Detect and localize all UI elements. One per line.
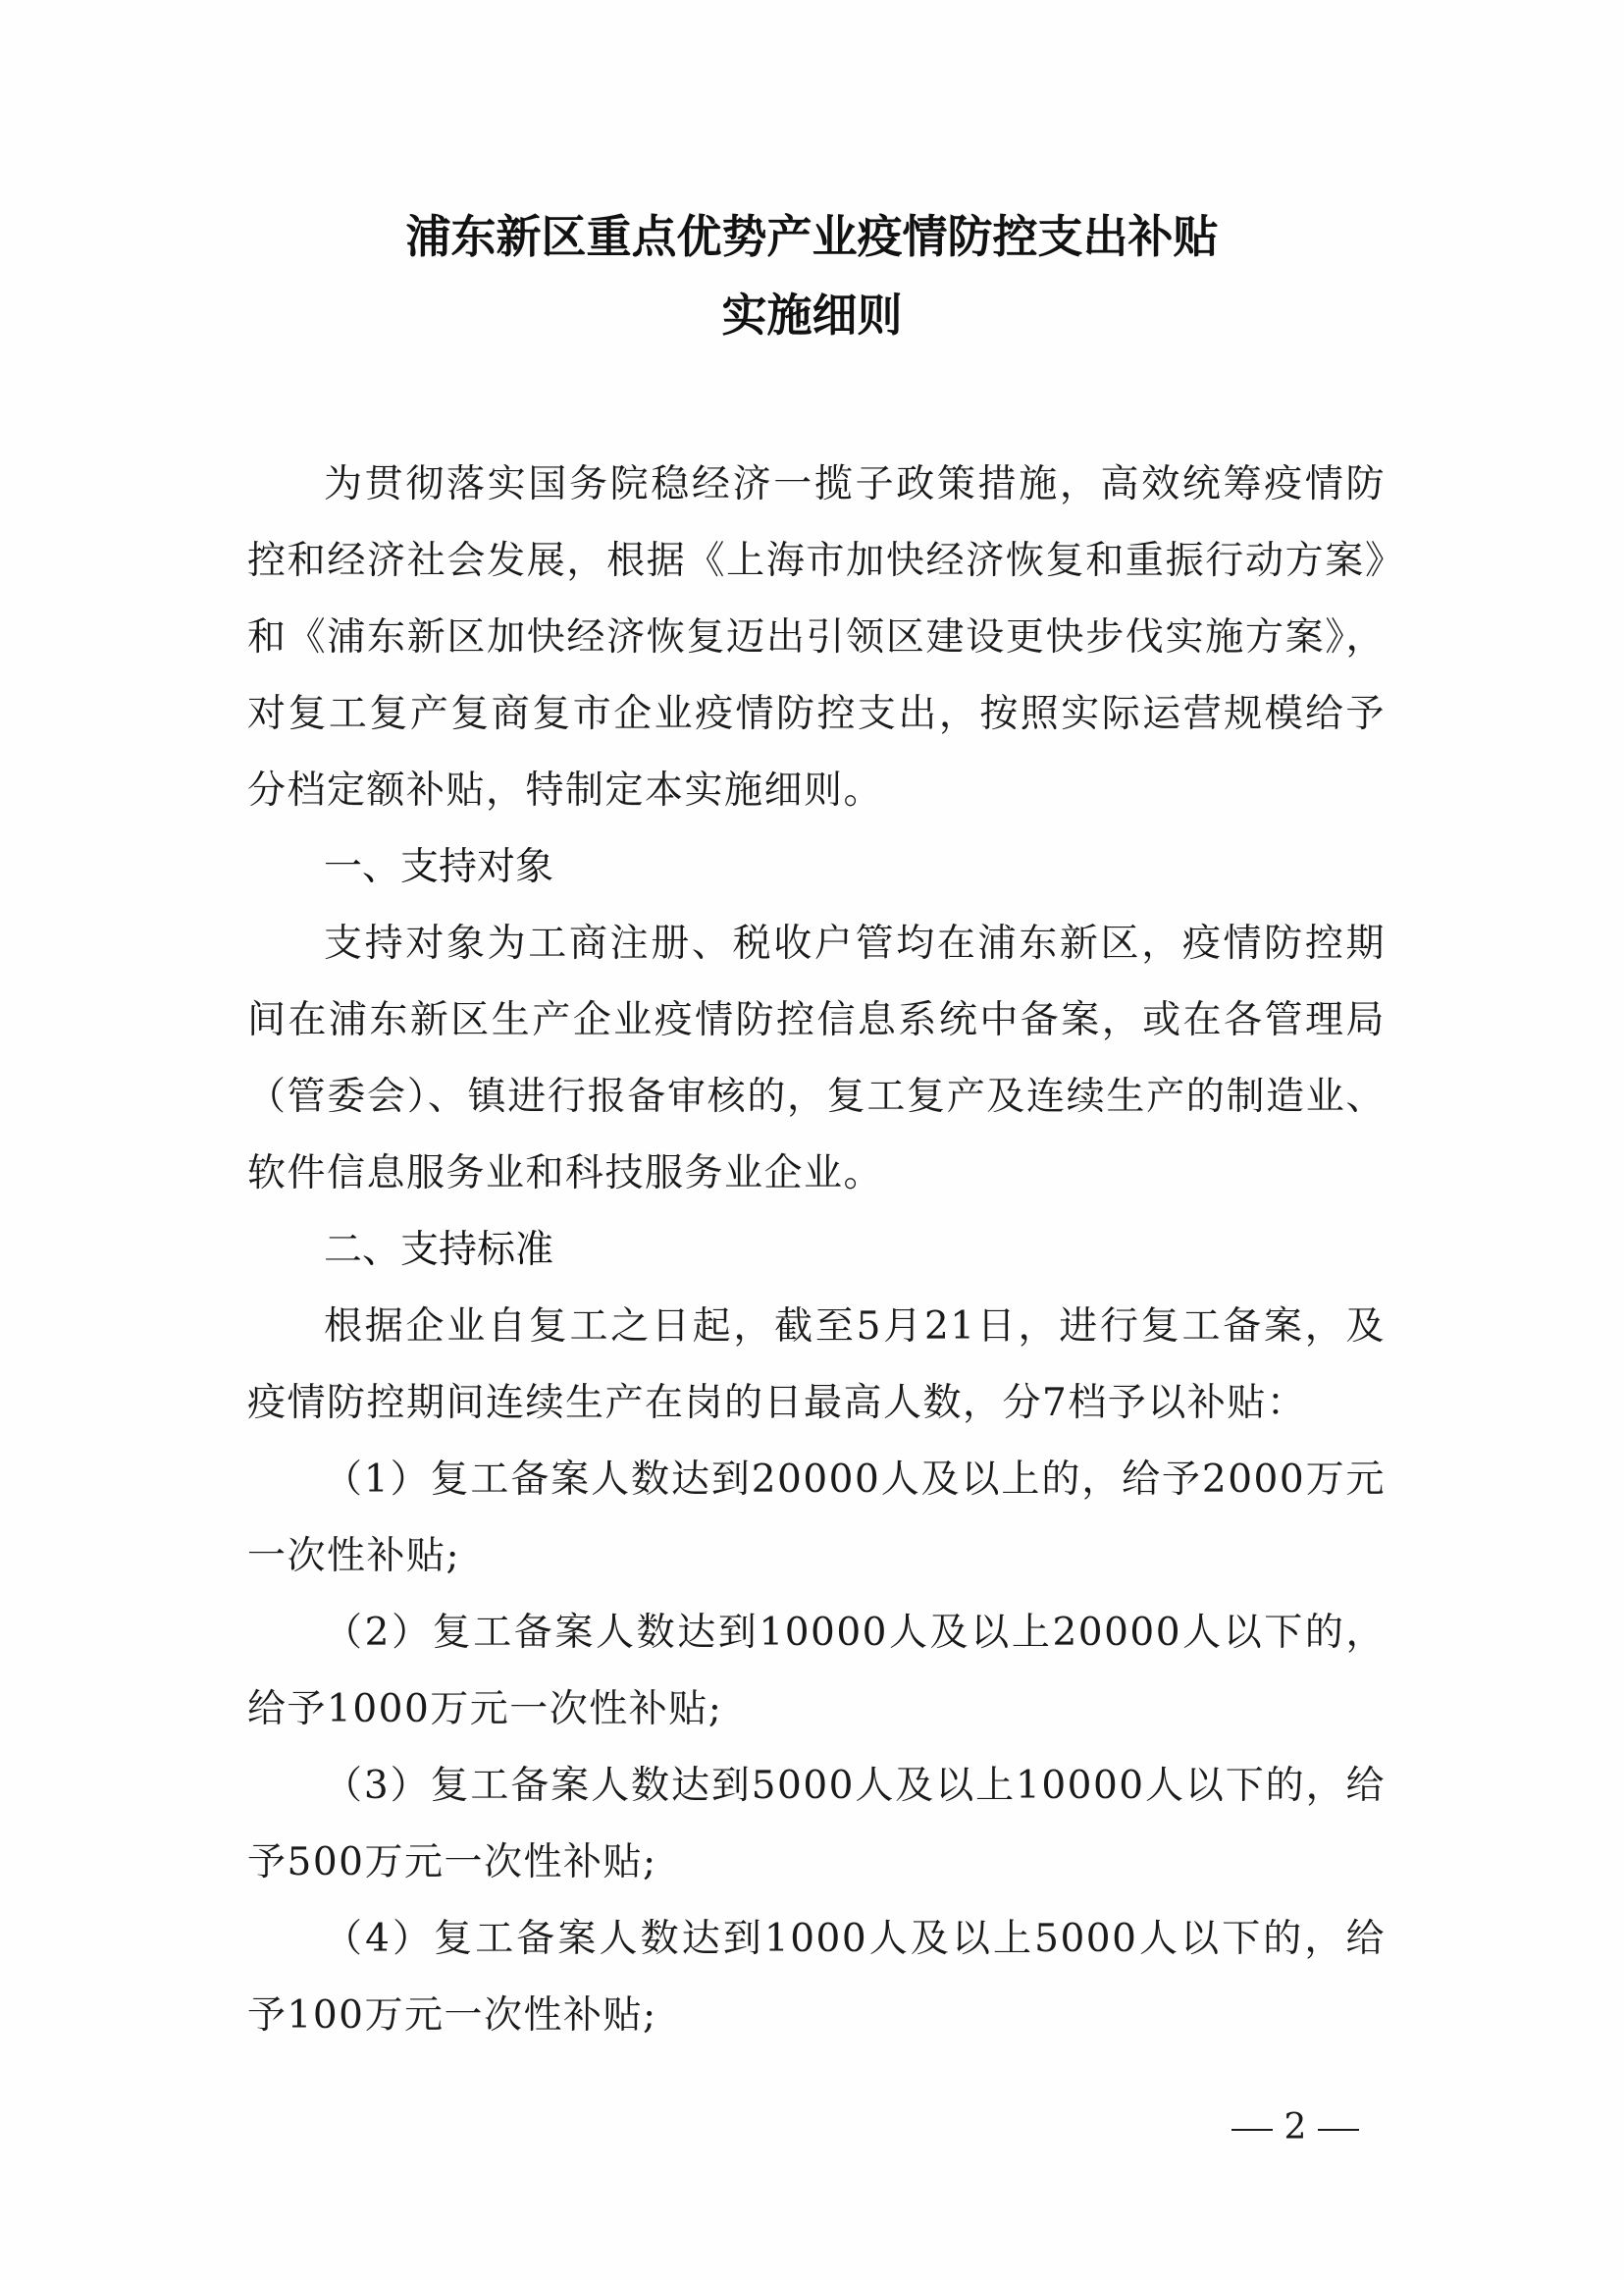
subsidy-tier-4: （4）复工备案人数达到1000人及以上5000人以下的，给予100万元一次性补贴; — [247, 1917, 1386, 2038]
dash-left — [1231, 2129, 1273, 2131]
document-title-line-1: 浦东新区重点优势产业疫情防控支出补贴 — [405, 210, 1219, 263]
subsidy-tier-3: （3）复工备案人数达到5000人及以上10000人以下的，给予500万元一次性补贴; — [247, 1764, 1386, 1884]
section-1-heading: 一、支持对象 — [324, 845, 554, 889]
page-number-footer — [1217, 2108, 1374, 2147]
document-title-line-2: 实施细则 — [721, 289, 903, 342]
document-body — [247, 447, 1386, 2054]
dash-right — [1318, 2129, 1359, 2131]
subsidy-tier-1: （1）复工备案人数达到20000人及以上的，给予2000万元一次性补贴; — [247, 1458, 1386, 1578]
page-number: 2 — [1283, 2107, 1307, 2147]
section-2-paragraph: 根据企业自复工之日起，截至5月21日，进行复工备案，及疫情防控期间连续生产在岗的日最高人数，分7档予以补贴： — [247, 1304, 1386, 1425]
subsidy-tier-2: （2）复工备案人数达到10000人及以上20000人以下的，给予1000万元一次性补贴; — [247, 1611, 1386, 1731]
section-2-heading: 二、支持标准 — [324, 1228, 554, 1272]
intro-paragraph: 为贯彻落实国务院稳经济一揽子政策措施，高效统筹疫情防控和经济社会发展，根据《上海市加快经济恢复和重振行动方案》和《浦东新区加快经济恢复迈出引领区建设更快步伐实施方案》，对复工复产复商复市企业疫情防控支出，按照实际运营规模给予分档定额补贴，特制定本实施细则。 — [247, 462, 1386, 813]
section-1-paragraph: 支持对象为工商注册、税收户管均在浦东新区，疫情防控期间在浦东新区生产企业疫情防控信息系统中备案，或在各管理局（管委会）、镇进行报备审核的，复工复产及连续生产的制造业、软件信息服务业和科技服务业企业。 — [247, 922, 1386, 1195]
